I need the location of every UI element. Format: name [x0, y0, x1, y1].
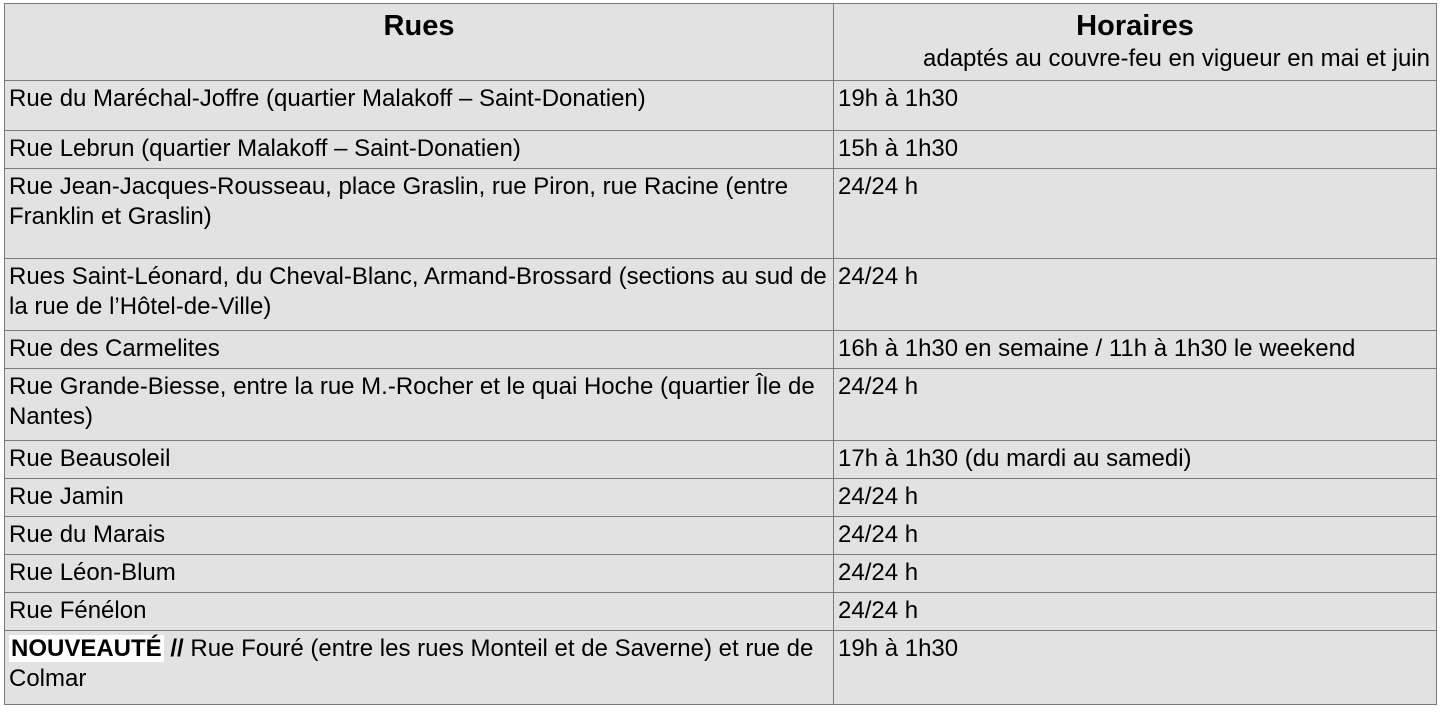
table-row	[5, 131, 1437, 169]
header-horaires-subtitle: adaptés au couvre-feu en vigueur en mai et juin	[923, 45, 1430, 72]
hours-cell: 24/24 h	[834, 259, 1437, 331]
hours-cell: 17h à 1h30 (du mardi au samedi)	[834, 441, 1437, 479]
table-row	[5, 369, 1437, 441]
new-badge: NOUVEAUTÉ	[11, 635, 162, 662]
table-row	[5, 169, 1437, 259]
table-row	[5, 259, 1437, 331]
street-cell: Rue Fénélon	[5, 593, 834, 631]
hours-cell: 24/24 h	[834, 593, 1437, 631]
table-row	[5, 81, 1437, 131]
street-text: Rue Fouré (entre les rues Monteil et de Saverne) et rue de Colmar	[9, 635, 814, 692]
street-cell: Rue du Maréchal-Joffre (quartier Malakoff – Saint-Donatien)	[5, 81, 834, 131]
hours-cell: 19h à 1h30	[834, 631, 1437, 705]
table-header-row	[5, 4, 1437, 81]
schedule-table	[4, 3, 1437, 705]
street-cell: Rue du Marais	[5, 517, 834, 555]
separator: //	[170, 635, 184, 662]
table-row	[5, 331, 1437, 369]
header-horaires-label: Horaires	[1076, 10, 1194, 42]
hours-cell: 24/24 h	[834, 555, 1437, 593]
table-row	[5, 555, 1437, 593]
street-cell: Rue Lebrun (quartier Malakoff – Saint-Donatien)	[5, 131, 834, 169]
table-row	[5, 441, 1437, 479]
street-cell: Rue Jean-Jacques-Rousseau, place Graslin, rue Piron, rue Racine (entre Franklin et Graslin)	[5, 169, 834, 259]
street-cell: Rue des Carmelites	[5, 331, 834, 369]
table-row	[5, 631, 1437, 705]
header-rues-label: Rues	[383, 10, 455, 42]
street-cell: Rue Beausoleil	[5, 441, 834, 479]
street-cell: Rues Saint-Léonard, du Cheval-Blanc, Armand-Brossard (sections au sud de la rue de l’Hôtel-de-Ville)	[5, 259, 834, 331]
hours-cell: 19h à 1h30	[834, 81, 1437, 131]
table-row	[5, 517, 1437, 555]
table-row	[5, 479, 1437, 517]
hours-cell: 15h à 1h30	[834, 131, 1437, 169]
hours-cell: 24/24 h	[834, 369, 1437, 441]
hours-cell: 24/24 h	[834, 169, 1437, 259]
street-cell: Rue Jamin	[5, 479, 834, 517]
header-rues	[5, 4, 834, 81]
hours-cell: 24/24 h	[834, 517, 1437, 555]
street-cell: Rue Léon-Blum	[5, 555, 834, 593]
hours-cell: 16h à 1h30 en semaine / 11h à 1h30 le weekend	[834, 331, 1437, 369]
table-row	[5, 593, 1437, 631]
street-cell: Rue Grande-Biesse, entre la rue M.-Rocher et le quai Hoche (quartier Île de Nantes)	[5, 369, 834, 441]
hours-cell: 24/24 h	[834, 479, 1437, 517]
street-cell	[5, 631, 834, 705]
header-horaires	[834, 4, 1437, 81]
